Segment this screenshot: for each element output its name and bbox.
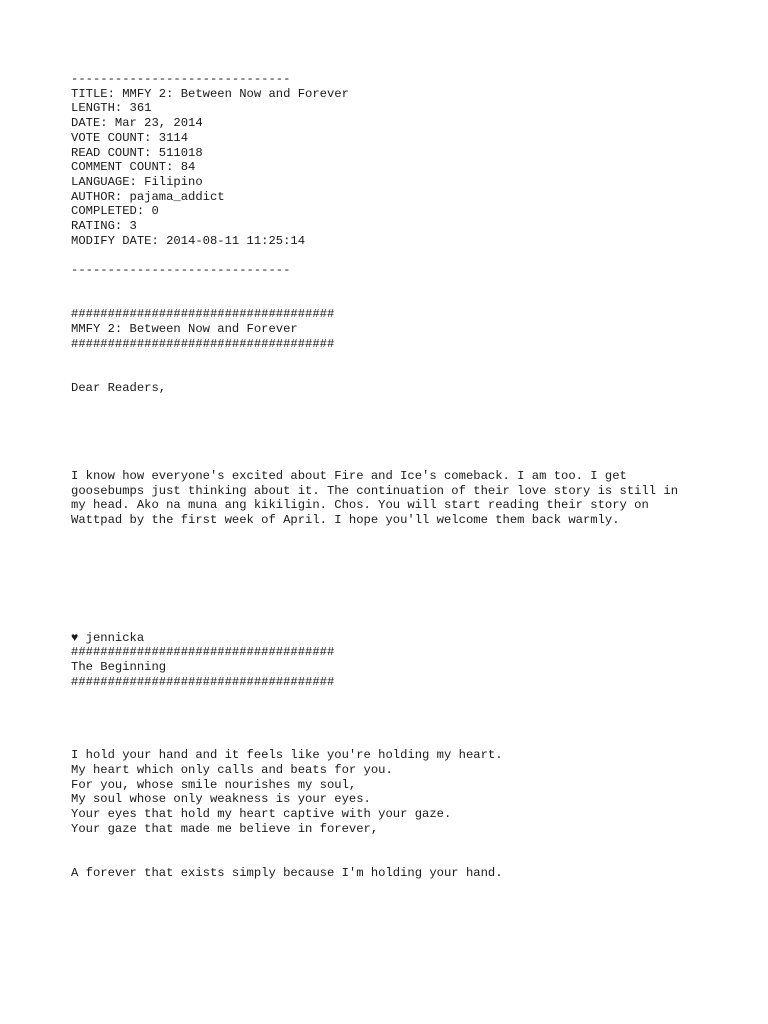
metadata-modify-date: MODIFY DATE: 2014-08-11 11:25:14 bbox=[71, 233, 306, 248]
paragraph-line: goosebumps just thinking about it. The continuation of their love story is still in bbox=[71, 483, 679, 498]
metadata-author: AUTHOR: pajama_addict bbox=[71, 189, 225, 204]
paragraph-line: my head. Ako na muna ang kikiligin. Chos. You will start reading their story on bbox=[71, 498, 649, 513]
metadata-read-count: READ COUNT: 511018 bbox=[71, 145, 203, 160]
poem-line: Your gaze that made me believe in forever, bbox=[71, 821, 379, 836]
chapter-hash-divider: #################################### bbox=[71, 645, 335, 660]
metadata-completed: COMPLETED: 0 bbox=[71, 204, 159, 219]
poem-stanza bbox=[71, 748, 731, 836]
metadata-date: DATE: Mar 23, 2014 bbox=[71, 116, 203, 131]
metadata-length: LENGTH: 361 bbox=[71, 101, 152, 116]
paragraph-line: I know how everyone's excited about Fire and Ice's comeback. I am too. I get bbox=[71, 468, 627, 483]
chapter-header bbox=[71, 307, 731, 351]
poem-line: For you, whose smile nourishes my soul, bbox=[71, 777, 357, 792]
chapter-title: The Beginning bbox=[71, 660, 167, 675]
poem-closing-line: A forever that exists simply because I'm holding your hand. bbox=[71, 865, 503, 880]
metadata-rating: RATING: 3 bbox=[71, 219, 137, 234]
letter-signature: ♥ jennicka bbox=[71, 630, 145, 645]
document-text bbox=[71, 72, 731, 881]
chapter-hash-divider: #################################### bbox=[71, 307, 335, 322]
metadata-title: TITLE: MMFY 2: Between Now and Forever bbox=[71, 86, 349, 101]
poem-line: Your eyes that hold my heart captive with your gaze. bbox=[71, 807, 452, 822]
letter-greeting: Dear Readers, bbox=[71, 380, 167, 395]
metadata-block bbox=[71, 72, 731, 278]
metadata-rule-top: ------------------------------ bbox=[71, 72, 291, 86]
chapter-title: MMFY 2: Between Now and Forever bbox=[71, 321, 298, 336]
poem-line: My soul whose only weakness is your eyes. bbox=[71, 792, 371, 807]
paragraph-line: Wattpad by the first week of April. I hope you'll welcome them back warmly. bbox=[71, 513, 620, 528]
chapter-header bbox=[71, 645, 731, 689]
poem-line: I hold your hand and it feels like you're holding my heart. bbox=[71, 748, 503, 763]
metadata-vote-count: VOTE COUNT: 3114 bbox=[71, 130, 189, 145]
chapter-hash-divider: #################################### bbox=[71, 674, 335, 689]
metadata-language: LANGUAGE: Filipino bbox=[71, 174, 203, 189]
letter-paragraph bbox=[71, 469, 731, 528]
chapter-hash-divider: #################################### bbox=[71, 336, 335, 351]
metadata-rule-bottom: ------------------------------ bbox=[71, 263, 291, 278]
poem-line: My heart which only calls and beats for you. bbox=[71, 762, 393, 777]
metadata-comment-count: COMMENT COUNT: 84 bbox=[71, 160, 196, 175]
